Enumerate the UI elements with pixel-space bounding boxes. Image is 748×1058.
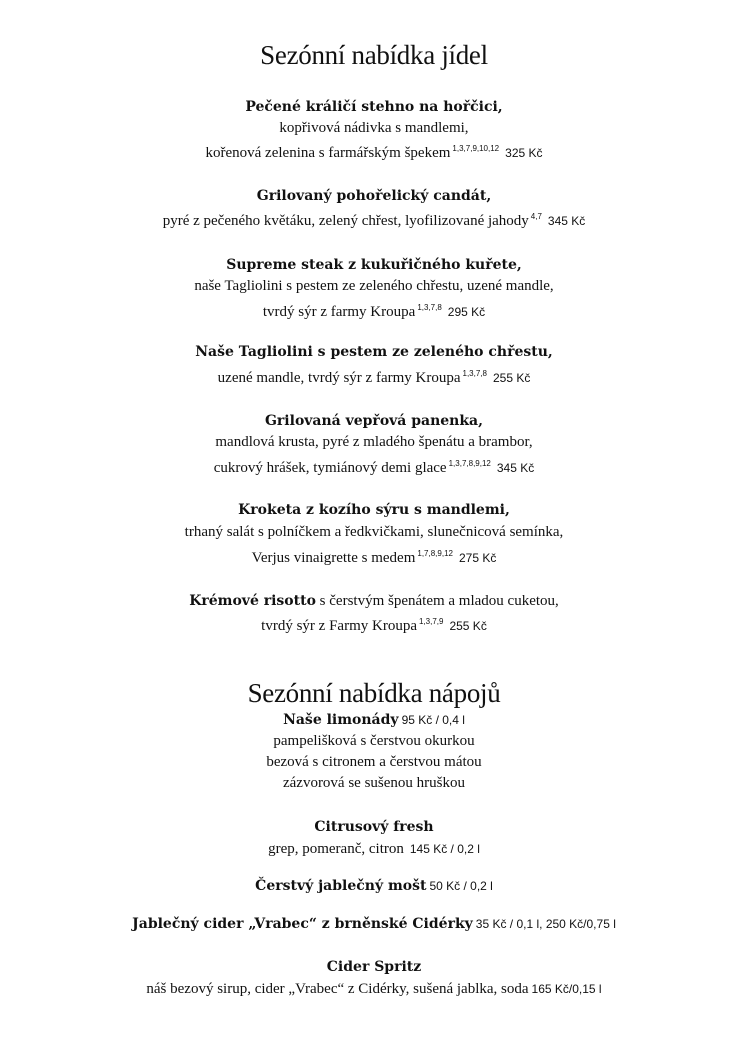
drink-price: 95 Kč / 0,4 l — [401, 713, 465, 727]
text-span: pyré z pečeného květáku, zelený chřest, lyofilizované jahody — [162, 213, 529, 229]
dish-price: 275 Kč — [458, 551, 497, 565]
drink-price: 50 Kč / 0,2 l — [429, 879, 493, 893]
food-section-title: Sezónní nabídka jídel — [260, 40, 488, 70]
dish-name — [0, 186, 748, 206]
drinks-section-title: Sezónní nabídka nápojů — [247, 678, 501, 708]
allergens: 1,3,7,8 — [462, 369, 487, 378]
dish-name — [0, 411, 748, 431]
drink-flavor: zázvorová se sušenou hruškou — [282, 775, 466, 791]
text-span: Grilovaný pohořelický candát, — [256, 188, 492, 204]
drink-name — [0, 914, 748, 934]
dish-description: mandlová krusta, pyré z mladého špenátu a brambor, — [215, 434, 533, 450]
text-span: cukrový hrášek, tymiánový demi glace — [213, 460, 447, 476]
dish-description — [0, 454, 748, 478]
text-span: Čerstvý jablečný mošt — [255, 878, 427, 894]
dish-price: 295 Kč — [447, 305, 486, 319]
allergens: 1,3,7,9 — [418, 617, 444, 626]
allergens: 4,7 — [530, 212, 542, 221]
allergens: 1,3,7,8 — [417, 303, 442, 312]
drink-description — [0, 839, 748, 859]
text-span: Kroketa z kozího sýru s mandlemi, — [238, 502, 510, 518]
text-span: Jablečný cider „Vrabec“ z brněnské Cidérky — [132, 916, 473, 932]
dish-description — [0, 139, 748, 163]
dish-price: 255 Kč — [449, 619, 487, 633]
text-span: s čerstvým špenátem a mladou cuketou, — [315, 593, 559, 609]
text-span: uzené mandle, tvrdý sýr z farmy Kroupa — [217, 370, 461, 386]
text-span: Krémové risotto — [189, 593, 316, 609]
dish-name — [0, 591, 748, 611]
drink-flavor: pampelišková s čerstvou okurkou — [273, 733, 475, 749]
drink-name — [0, 957, 748, 977]
dish-description: naše Tagliolini s pestem ze zeleného chřestu, uzené mandle, — [194, 278, 554, 294]
dish-description — [0, 544, 748, 568]
text-span: Naše limonády — [283, 712, 399, 728]
text-span: tvrdý sýr z farmy Kroupa — [262, 304, 416, 320]
text-span: Naše Tagliolini s pestem ze zeleného chřestu, — [195, 344, 553, 360]
drink-name — [0, 710, 748, 730]
dish-description — [0, 364, 748, 388]
drink-flavor: bezová s citronem a čerstvou mátou — [266, 754, 482, 770]
text-span: náš bezový sirup, cider „Vrabec“ z Cidérky, sušená jablka, soda — [146, 981, 529, 997]
dish-name — [0, 255, 748, 275]
dish-description — [0, 207, 748, 231]
dish-price: 325 Kč — [505, 146, 543, 160]
drink-name — [0, 876, 748, 896]
text-span: Pečené králičí stehno na hořčici, — [245, 99, 503, 115]
dish-price: 345 Kč — [547, 214, 586, 228]
text-span: grep, pomeranč, citron — [268, 841, 404, 857]
text-span: Supreme steak z kukuřičného kuřete, — [226, 257, 522, 273]
allergens: 1,7,8,9,12 — [417, 549, 453, 558]
text-span: Cider Spritz — [326, 959, 422, 975]
dish-description: trhaný salát s polníčkem a ředkvičkami, slunečnicová semínka, — [184, 524, 564, 540]
text-span: kořenová zelenina s farmářským špekem — [205, 145, 451, 161]
drink-price: 35 Kč / 0,1 l, 250 Kč/0,75 l — [475, 917, 616, 931]
drink-price: 145 Kč / 0,2 l — [409, 842, 480, 856]
dish-price: 345 Kč — [496, 461, 535, 475]
allergens: 1,3,7,8,9,12 — [448, 459, 491, 468]
drink-price: 165 Kč/0,15 l — [531, 982, 602, 996]
drink-name — [0, 817, 748, 837]
dish-description: kopřivová nádivka s mandlemi, — [279, 120, 469, 136]
dish-price: 255 Kč — [492, 371, 531, 385]
drink-description — [0, 979, 748, 999]
text-span: Verjus vinaigrette s medem — [251, 550, 416, 566]
dish-description — [0, 612, 748, 636]
text-span: Grilovaná vepřová panenka, — [264, 413, 484, 429]
text-span: tvrdý sýr z Farmy Kroupa — [261, 618, 417, 634]
dish-name — [0, 342, 748, 362]
dish-description — [0, 298, 748, 322]
dish-name — [0, 500, 748, 520]
allergens: 1,3,7,9,10,12 — [452, 144, 500, 153]
text-span: Citrusový fresh — [314, 819, 434, 835]
dish-name — [0, 97, 748, 117]
